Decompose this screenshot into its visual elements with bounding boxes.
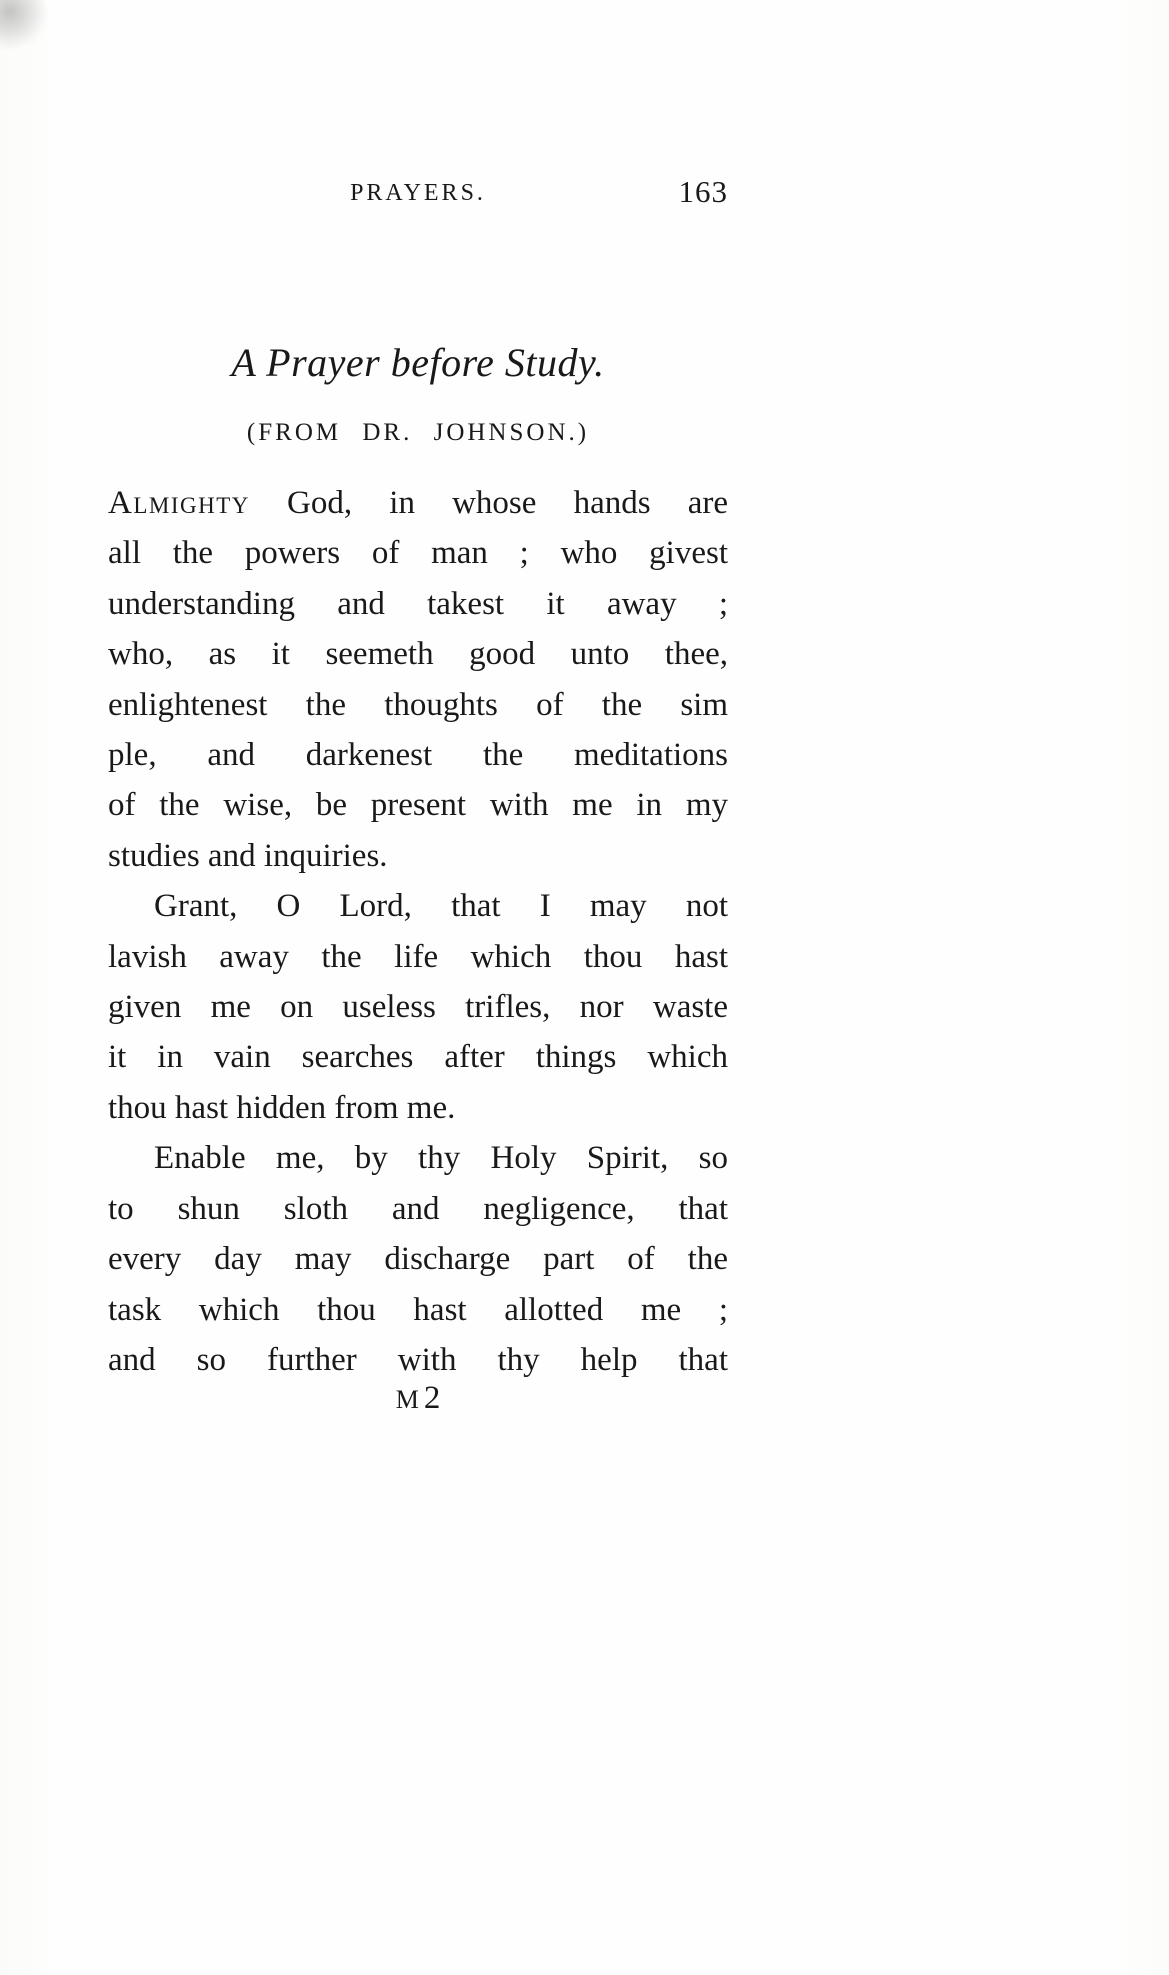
text-line: given me on useless trifles, nor waste — [108, 989, 728, 1026]
paragraph-3 — [108, 1133, 728, 1385]
text-line: task which thou hast allotted me ; — [108, 1291, 728, 1328]
page-number: 163 — [678, 174, 728, 209]
text-line: and so further with thy help that — [108, 1341, 728, 1378]
text-line: ple, and darkenest the meditations — [108, 737, 728, 774]
text-line: studies and inquiries. — [108, 837, 388, 874]
text-line: enlightenest the thoughts of the sim — [108, 686, 728, 723]
text-line: lavish away the life which thou hast — [108, 938, 728, 975]
text-line: Grant, O Lord, that I may not — [154, 888, 728, 925]
line-text: God, in whose hands are — [287, 485, 728, 521]
prayer-text — [108, 478, 728, 1385]
text-line: every day may discharge part of the — [108, 1241, 728, 1278]
text-line: Enable me, by thy Holy Spirit, so — [154, 1140, 728, 1177]
prayer-attribution: (FROM DR. JOHNSON.) — [246, 419, 590, 446]
running-head: PRAYERS. — [350, 180, 486, 206]
paragraph-1 — [108, 478, 728, 881]
text-line: who, as it seemeth good unto thee, — [108, 636, 728, 673]
signature-letter: M — [395, 1385, 420, 1414]
text-line: all the powers of man ; who givest — [108, 535, 728, 572]
text-line: to shun sloth and negligence, that — [108, 1190, 728, 1227]
lead-word: Almighty — [108, 485, 250, 521]
signature-number: 2 — [423, 1380, 441, 1416]
text-line: of the wise, be present with me in my — [108, 787, 728, 824]
text-line — [108, 478, 728, 528]
prayer-title: A Prayer before Study. — [231, 340, 605, 385]
text-line: thou hast hidden from me. — [108, 1089, 456, 1126]
paragraph-2 — [108, 881, 728, 1133]
scan-smudge-artifact — [0, 0, 53, 51]
text-line: understanding and takest it away ; — [108, 585, 728, 622]
signature-mark — [108, 1382, 728, 1415]
text-line: it in vain searches after things which — [108, 1039, 728, 1076]
